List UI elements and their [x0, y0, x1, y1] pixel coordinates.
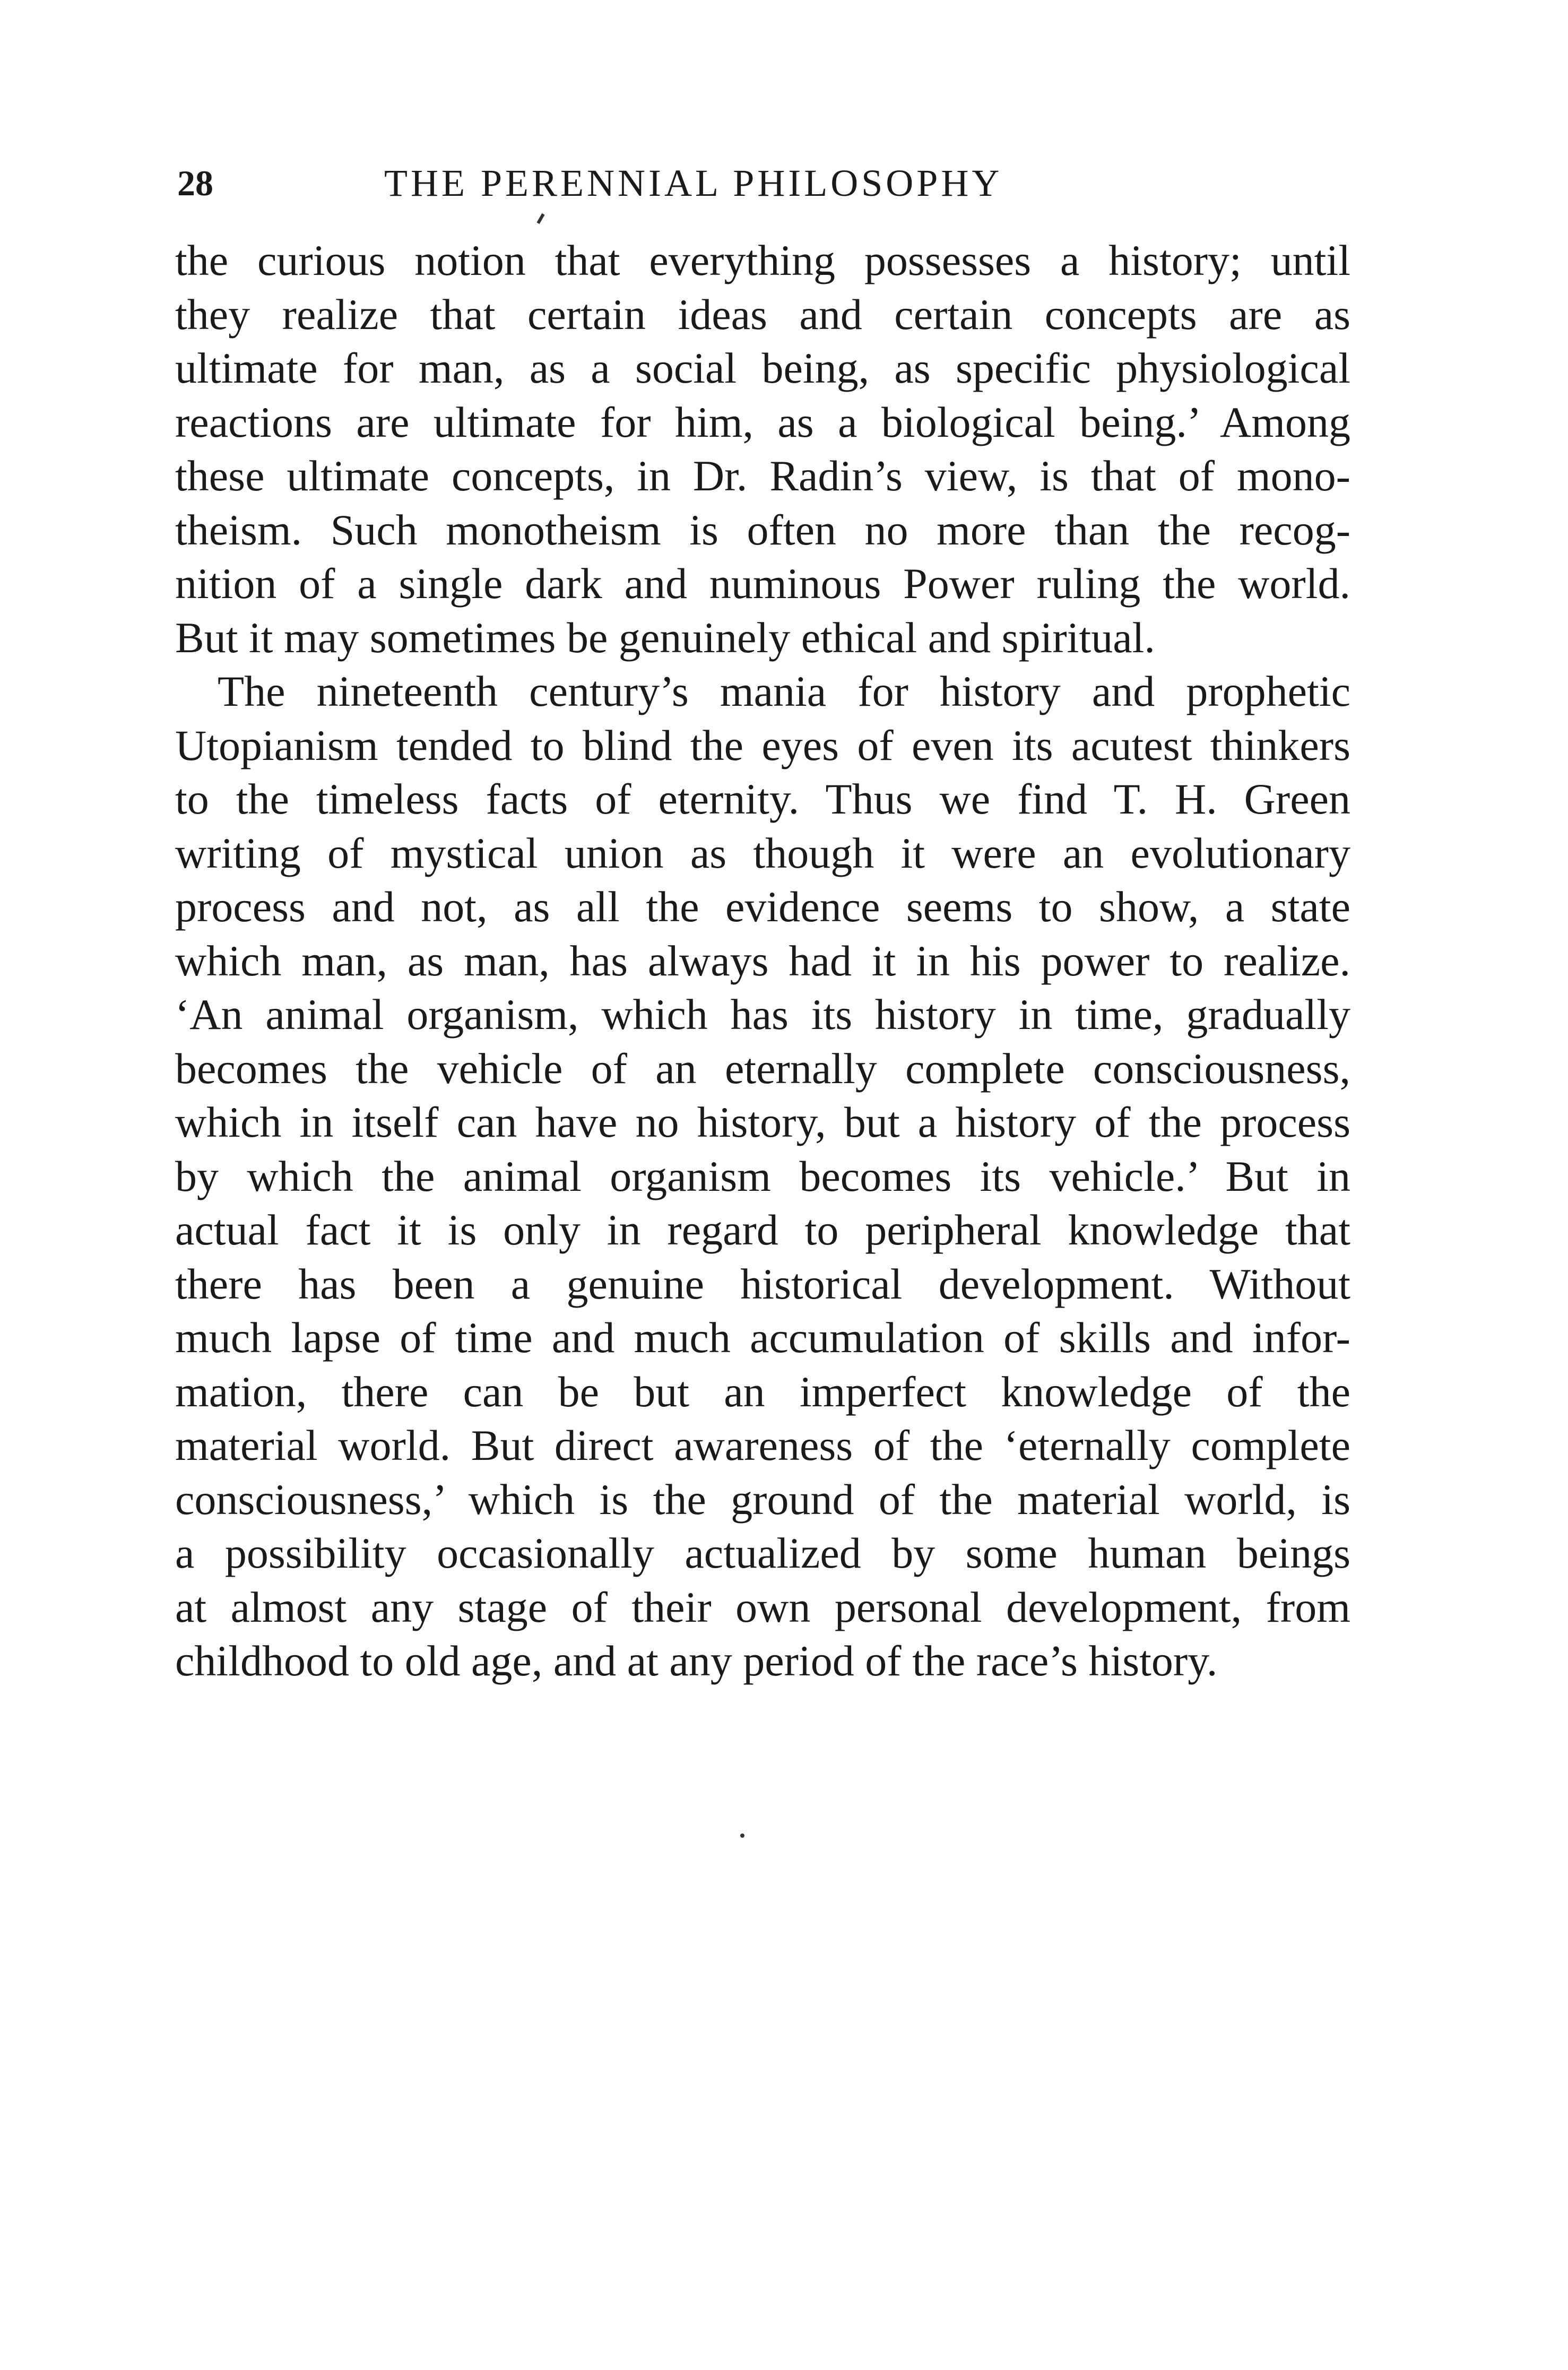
paragraph-2	[175, 664, 1350, 1688]
body-text	[175, 233, 1350, 1688]
page-number: 28	[177, 163, 213, 203]
text-line: actual fact it is only in regard to peripheral knowledge that	[175, 1206, 1350, 1254]
text-line: consciousness,’ which is the ground of the material world, is	[175, 1475, 1350, 1524]
text-line: process and not, as all the evidence seems to show, a state	[175, 883, 1350, 931]
text-line: to the timeless facts of eternity. Thus we find T. H. Green	[175, 775, 1350, 823]
paragraph-1	[175, 233, 1350, 664]
text-line: a possibility occasionally actualized by some human beings	[175, 1529, 1350, 1577]
text-line: at almost any stage of their own personal development, from	[175, 1582, 1350, 1631]
print-speck	[740, 1833, 744, 1838]
text-line: writing of mystical union as though it were an evolutionary	[175, 828, 1350, 877]
book-title: THE PERENNIAL PHILOSOPHY	[384, 162, 1003, 204]
text-line: much lapse of time and much accumulation of skills and infor-	[175, 1313, 1350, 1362]
text-line: there has been a genuine historical development. Without	[175, 1259, 1350, 1308]
text-line: which man, as man, has always had it in his power to realize.	[175, 936, 1350, 985]
text-line: childhood to old age, and at any period of the race’s history.	[175, 1637, 1218, 1685]
text-line: by which the animal organism becomes its vehicle.’ But in	[175, 1152, 1350, 1200]
text-line: theism. Such monotheism is often no more than the recog-	[175, 505, 1350, 554]
text-line: nition of a single dark and numinous Power ruling the world.	[175, 559, 1350, 608]
text-line: ‘An animal organism, which has its history in time, gradually	[175, 990, 1350, 1039]
text-line: they realize that certain ideas and certain concepts are as	[175, 290, 1350, 339]
text-line: the curious notion that everything possesses a history; until	[175, 236, 1350, 284]
print-speck	[536, 213, 544, 224]
running-head	[177, 157, 1350, 210]
text-line: reactions are ultimate for him, as a biological being.’ Among	[175, 397, 1350, 446]
text-line: which in itself can have no history, but a history of the process	[175, 1098, 1350, 1146]
text-line: ultimate for man, as a social being, as specific physiological	[175, 344, 1350, 392]
text-line: Utopianism tended to blind the eyes of even its acutest thinkers	[175, 721, 1350, 769]
text-line: these ultimate concepts, in Dr. Radin’s view, is that of mono-	[175, 452, 1350, 500]
text-line: becomes the vehicle of an eternally complete consciousness,	[175, 1044, 1350, 1093]
text-line: mation, there can be but an imperfect knowledge of the	[175, 1367, 1350, 1416]
text-line: The nineteenth century’s mania for history and prophetic	[218, 667, 1350, 715]
text-line: material world. But direct awareness of the ‘eternally complete	[175, 1421, 1350, 1469]
text-line: But it may sometimes be genuinely ethical and spiritual.	[175, 613, 1155, 662]
